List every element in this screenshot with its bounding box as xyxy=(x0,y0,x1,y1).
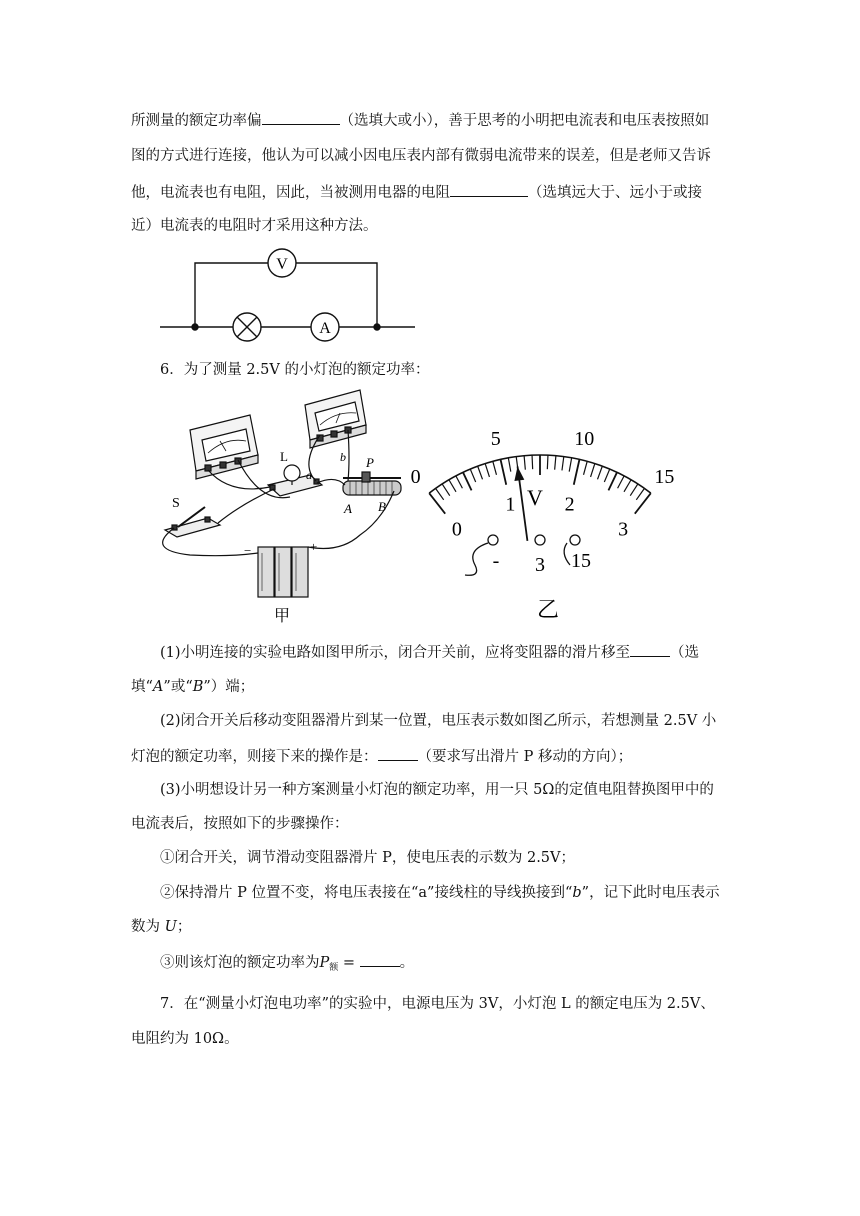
q6-step-2-line-2 xyxy=(131,917,191,937)
figure-yi-caption: 乙 xyxy=(536,597,560,620)
option-a: A xyxy=(152,679,164,695)
rheostat-a-label: A xyxy=(344,501,352,516)
q6-text: ； xyxy=(176,919,192,935)
dial-tick xyxy=(562,457,564,471)
dial-tick xyxy=(442,484,450,496)
terminal-3-label: 3 xyxy=(535,554,545,576)
terminal-minus-label: - xyxy=(492,550,500,572)
top-tick-label-15: 15 xyxy=(654,465,675,488)
q5-text: 他，电流表也有电阻，因此，当被测用电器的电阻 xyxy=(131,185,450,201)
q6-part-3-line-1: (3)小明想设计另一种方案测量小灯泡的额定功率，用一只 5Ω的定值电阻替换图甲中的 xyxy=(160,782,714,798)
dial-tick xyxy=(555,456,556,470)
terminal-b-label: b xyxy=(340,450,346,464)
rheostat-b-label: B xyxy=(378,499,386,514)
q5-line-3 xyxy=(131,182,702,203)
dial-tick xyxy=(598,466,603,479)
q6-text: ③则该灯泡的额定功率为 xyxy=(160,955,320,971)
lamp-label: L xyxy=(280,449,288,464)
q6-part-1-line-1 xyxy=(160,642,699,663)
option-b: B xyxy=(192,679,204,695)
q5-line-4: 近）电流表的电阻时才采用这种方法。 xyxy=(131,218,378,234)
battery-cell-2 xyxy=(275,547,291,597)
q6-part-3-line-2: 电流表后，按照如下的步骤操作： xyxy=(131,816,349,832)
wire-minus xyxy=(465,543,488,575)
lamp-bulb xyxy=(284,465,300,481)
q6-text: 填“ xyxy=(131,679,153,695)
q5-line-2: 图的方式进行连接，他认为可以减小因电压表内部有微弱电流带来的误差，但是老师又告诉 xyxy=(131,148,711,164)
q6-text: （要求写出滑片 P 移动的方向）； xyxy=(417,749,633,765)
power-subscript: 额 xyxy=(329,963,339,973)
dial-tick xyxy=(618,476,625,488)
answer-blank[interactable] xyxy=(450,182,528,197)
dial-tick xyxy=(429,493,445,513)
q5-text: （选填远大于、远小于或接 xyxy=(528,185,702,201)
dial-tick xyxy=(624,480,631,492)
wire-3 xyxy=(564,543,570,565)
top-tick-label-5: 5 xyxy=(490,427,501,450)
voltage-u: U xyxy=(164,919,177,935)
dial-tick xyxy=(591,464,595,477)
wire xyxy=(348,430,349,481)
q6-title: 6．为了测量 2.5V 的小灯泡的额定功率： xyxy=(160,362,430,378)
terminal-15-label: 15 xyxy=(571,550,591,572)
dial-needle xyxy=(514,466,527,540)
q5-text: 所测量的额定功率偏 xyxy=(131,113,262,129)
bottom-tick-label-1: 1 xyxy=(505,493,516,516)
dial-tick xyxy=(449,480,456,492)
battery-minus-label: − xyxy=(244,543,252,558)
q6-text: 灯泡的额定功率，则接下来的操作是： xyxy=(131,749,378,765)
answer-blank[interactable] xyxy=(262,110,340,125)
q6-text: ”）端； xyxy=(203,679,255,695)
wire xyxy=(218,489,274,523)
figure-jia-circuit xyxy=(150,385,420,625)
dial-tick xyxy=(456,476,463,488)
figure-yi-voltmeter-dial xyxy=(395,395,685,620)
dial-tick xyxy=(635,493,651,513)
battery-cell-1 xyxy=(258,547,274,597)
rheostat-slider xyxy=(362,472,370,482)
q6-step-1: ①闭合开关，调节滑动变阻器滑片 P，使电压表的示数为 2.5V； xyxy=(160,850,576,866)
bottom-tick-label-3: 3 xyxy=(618,518,629,541)
switch-label: S xyxy=(172,496,180,511)
bottom-tick-label-0: 0 xyxy=(451,518,462,541)
dial-tick xyxy=(470,469,475,482)
q5-circuit-diagram xyxy=(155,245,420,345)
power-symbol: P xyxy=(319,955,330,971)
q6-text: ”，记下此时电压表示 xyxy=(581,885,720,901)
dial-tick xyxy=(524,456,525,470)
dial-tick xyxy=(604,469,609,482)
q6-text: （选 xyxy=(670,645,700,661)
q6-text: ”或“ xyxy=(163,679,193,695)
q6-text: 。 xyxy=(399,955,415,971)
junction-dot-right xyxy=(374,324,380,330)
terminal-b-ref: b xyxy=(572,885,582,901)
q6-step-3 xyxy=(160,952,414,978)
dial-tick xyxy=(436,488,444,499)
needle-head xyxy=(514,466,524,481)
terminal-minus xyxy=(488,535,498,545)
q7-line-1: 7．在“测量小灯泡电功率”的实验中，电源电压为 3V，小灯泡 L 的额定电压为 2.5V、 xyxy=(160,996,715,1012)
battery-cell-3 xyxy=(292,547,308,597)
q6-text: (1)小明连接的实验电路如图甲所示，闭合开关前，应将变阻器的滑片移至 xyxy=(160,645,631,661)
dial-tick xyxy=(508,458,510,472)
dial-tick xyxy=(569,458,571,472)
q5-text: （选填大或小），善于思考的小明把电流表和电压表按照如 xyxy=(339,113,710,129)
q7-line-2: 电阻约为 10Ω。 xyxy=(131,1031,239,1047)
answer-blank[interactable] xyxy=(630,642,670,657)
q6-text: 数为 xyxy=(131,919,165,935)
answer-blank[interactable] xyxy=(360,952,400,967)
dial-tick xyxy=(532,455,533,469)
battery-plus-label: + xyxy=(310,539,318,554)
equals-sign: = xyxy=(338,955,360,971)
top-tick-label-0: 0 xyxy=(410,465,421,488)
voltmeter-label: V xyxy=(276,256,288,273)
q5-line-1 xyxy=(131,110,709,131)
slider-p-label: P xyxy=(366,455,374,470)
q6-step-2-line-1 xyxy=(160,883,720,903)
dial-tick xyxy=(584,461,588,475)
terminal-15 xyxy=(570,535,580,545)
dial-tick xyxy=(478,466,483,479)
dial-unit-label: V xyxy=(527,485,543,510)
q6-part-2-line-2 xyxy=(131,746,632,767)
q6-part-2-line-1: (2)闭合开关后移动变阻器滑片到某一位置，电压表示数如图乙所示，若想测量 2.5V 小 xyxy=(160,713,717,729)
dial-tick xyxy=(493,461,497,475)
ammeter-label: A xyxy=(319,320,331,337)
dial-tick xyxy=(630,484,638,496)
terminal-3 xyxy=(535,535,545,545)
dial-tick xyxy=(501,459,507,484)
top-tick-label-10: 10 xyxy=(574,427,595,450)
dial-tick xyxy=(636,488,644,499)
answer-blank[interactable] xyxy=(378,746,418,761)
junction-dot-left xyxy=(192,324,198,330)
dial-tick xyxy=(547,455,548,469)
dial-tick xyxy=(463,472,472,490)
dial-tick xyxy=(608,472,617,490)
q6-text: ②保持滑片 P 位置不变，将电压表接在“a”接线柱的导线换接到“ xyxy=(160,885,573,901)
bottom-tick-label-2: 2 xyxy=(564,493,575,516)
dial-tick xyxy=(485,464,489,477)
terminal-a-label: a xyxy=(306,468,312,482)
dial-tick xyxy=(574,459,580,484)
q6-part-1-line-2 xyxy=(131,677,254,697)
figure-jia-caption: 甲 xyxy=(273,608,291,625)
